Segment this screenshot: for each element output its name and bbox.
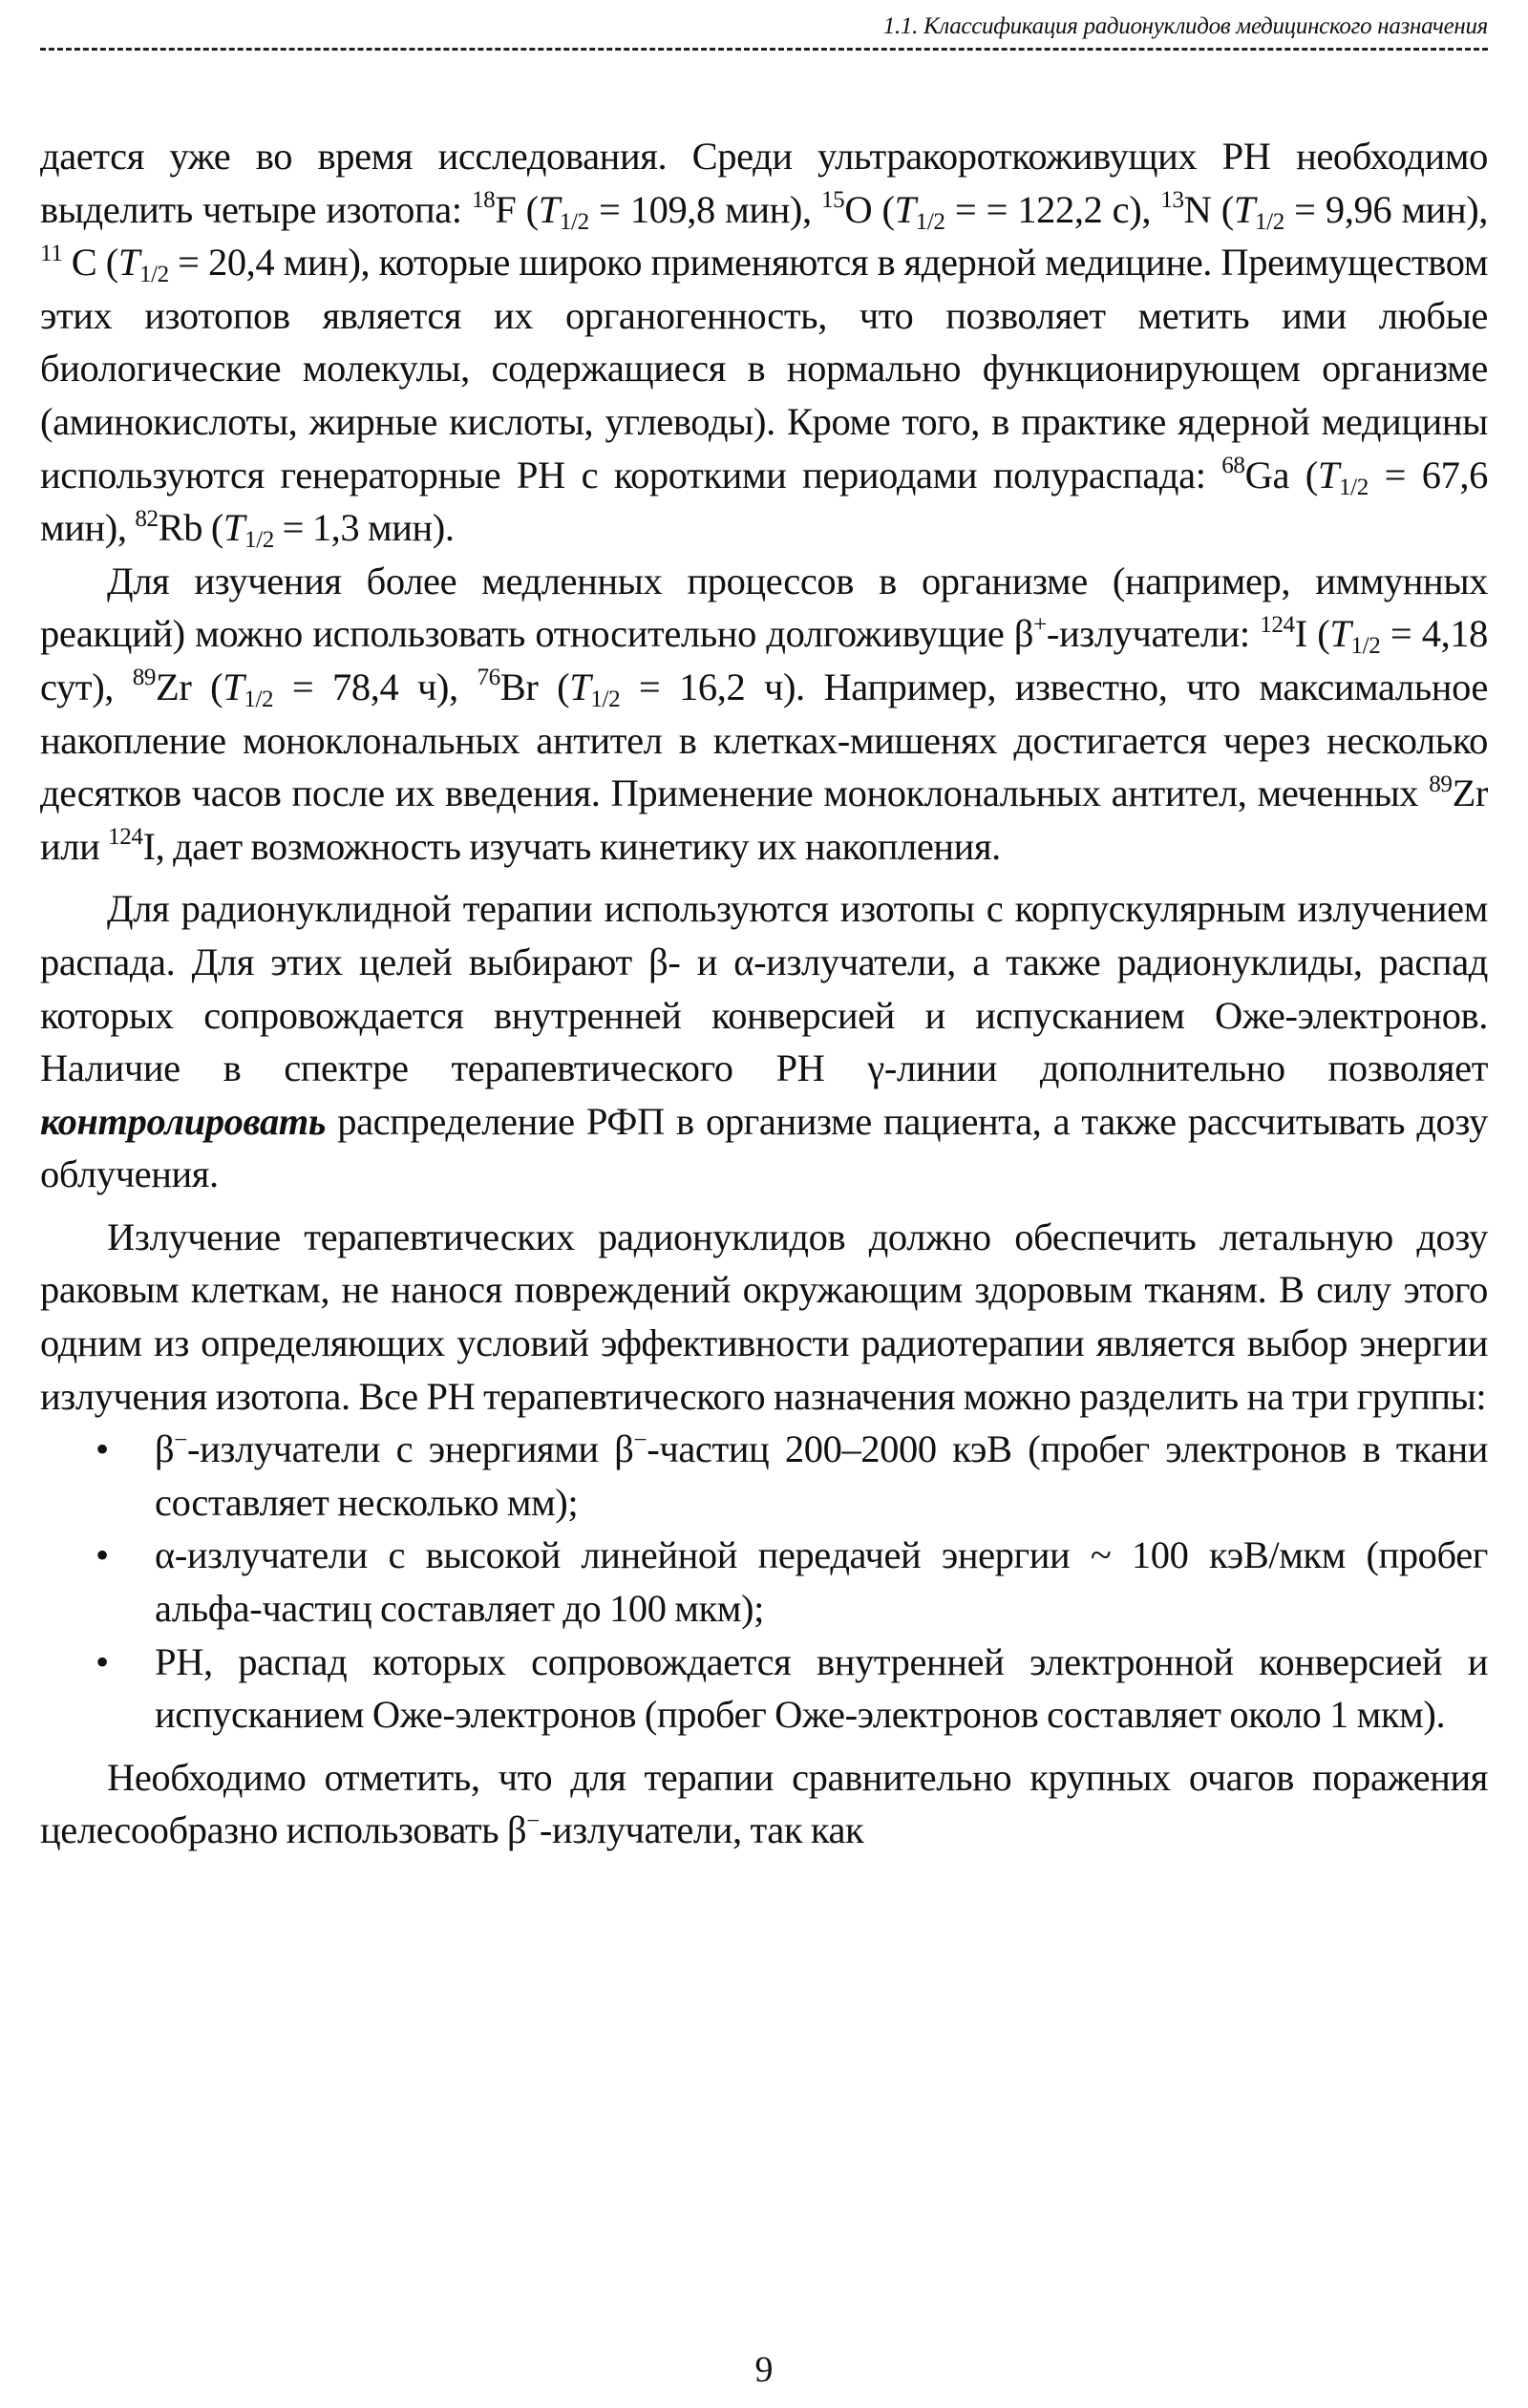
paragraph-ultrashort-isotopes: дается уже во время исследования. Среди ультракороткоживущих РН необходимо выделить четыре изотопа: $^{18}$F ($T_{1/2} = 109,8$ мин), $^{15}$O ($T_{1/2}$ = = 122,2 с), $^{13}$N ($T_{1/2} = 9,96$ мин), $^{11}$ C ($T_{1/2} = 20,4$ мин), которые широко применяются в ядерной медицине. Преимуществом этих изотопов является их органогенность, что позволяет метить ими любые биологические молекулы, содержащиеся в нормально функционирующем организме (аминокислоты, жирные кислоты, углеводы). Кроме того, в практике ядерной медицины используются генераторные РН с короткими периодами полураспада: $^{68}$Ga ($T_{1/2} = 67,6$ мин), $^{82}$Rb ($T_{1/2} = 1,3$ мин). xyxy=(40,135,1489,554)
list-item: • РН, распад которых сопровождается внутренней электронной конверсией и испусканием Оже-электронов (пробег Оже-электронов составляет около 1 мкм). xyxy=(40,1636,1488,1742)
paragraph-long-lived-emitters: Для изучения более медленных процессов в организме (например, иммунных реакций) можно использовать относительно долгоживущие β+-излучатели: $^{124}$I ($T_{1/2} = 4,18$ сут), $^{89}$Zr ($T_{1/2} = 78,4$ ч), $^{76}$Br ($T_{1/2} = 16,2$ ч). Например, известно, что максимальное накопление моноклональных антител в клетках-мишенях достигается через несколько десятков часов после их введения. Применение моноклональных антител, меченных $^{89}$Zr или $^{124}$I, дает возможность изучать кинетику их накопления. xyxy=(40,559,1488,868)
emphasis-control: контролировать xyxy=(40,1099,327,1143)
body-text xyxy=(40,130,1488,1857)
paragraph-large-foci: Необходимо отметить, что для терапии сравнительно крупных очагов поражения целесообразно использовать β−-излучатели, так как xyxy=(40,1755,1488,1852)
bullet-icon: • xyxy=(96,1427,109,1471)
bullet-icon: • xyxy=(96,1639,109,1683)
list-item: • α-излучатели с высокой линейной передачей энергии ~ 100 кэВ/мкм (пробег альфа-частиц составляет до 100 мкм); xyxy=(40,1529,1488,1635)
list-item: • β−-излучатели с энергиями β−-частиц 200–2000 кэВ (пробег электронов в ткани составляет несколько мм); xyxy=(40,1423,1488,1529)
paragraph-therapeutic-groups: Излучение терапевтических радионуклидов должно обеспечить летальную дозу раковым клеткам, не нанося повреждений окружающим здоровым тканям. В силу этого одним из определяющих условий эффективности радиотерапии является выбор энергии излучения изотопа. Все РН терапевтического назначения можно разделить на три группы: xyxy=(40,1215,1488,1418)
running-header: 1.1. Классификация радионуклидов медицинского назначения xyxy=(882,13,1488,39)
therapeutic-groups-list xyxy=(40,1423,1488,1742)
page-number: 9 xyxy=(754,2350,774,2390)
bullet-icon: • xyxy=(96,1533,109,1577)
paragraph-radionuclide-therapy: Для радионуклидной терапии используются изотопы с корпускулярным излучением распада. Для этих целей выбирают β- и α-излучатели, а также радионуклиды, распад которых сопровождается внутренней конверсией и испусканием Оже-электронов. Наличие в спектре терапевтического РН γ-линии дополнительно позволяет контролировать распределение РФП в организме пациента, а также рассчитывать дозу облучения. xyxy=(40,887,1488,1196)
header-divider xyxy=(40,48,1488,51)
